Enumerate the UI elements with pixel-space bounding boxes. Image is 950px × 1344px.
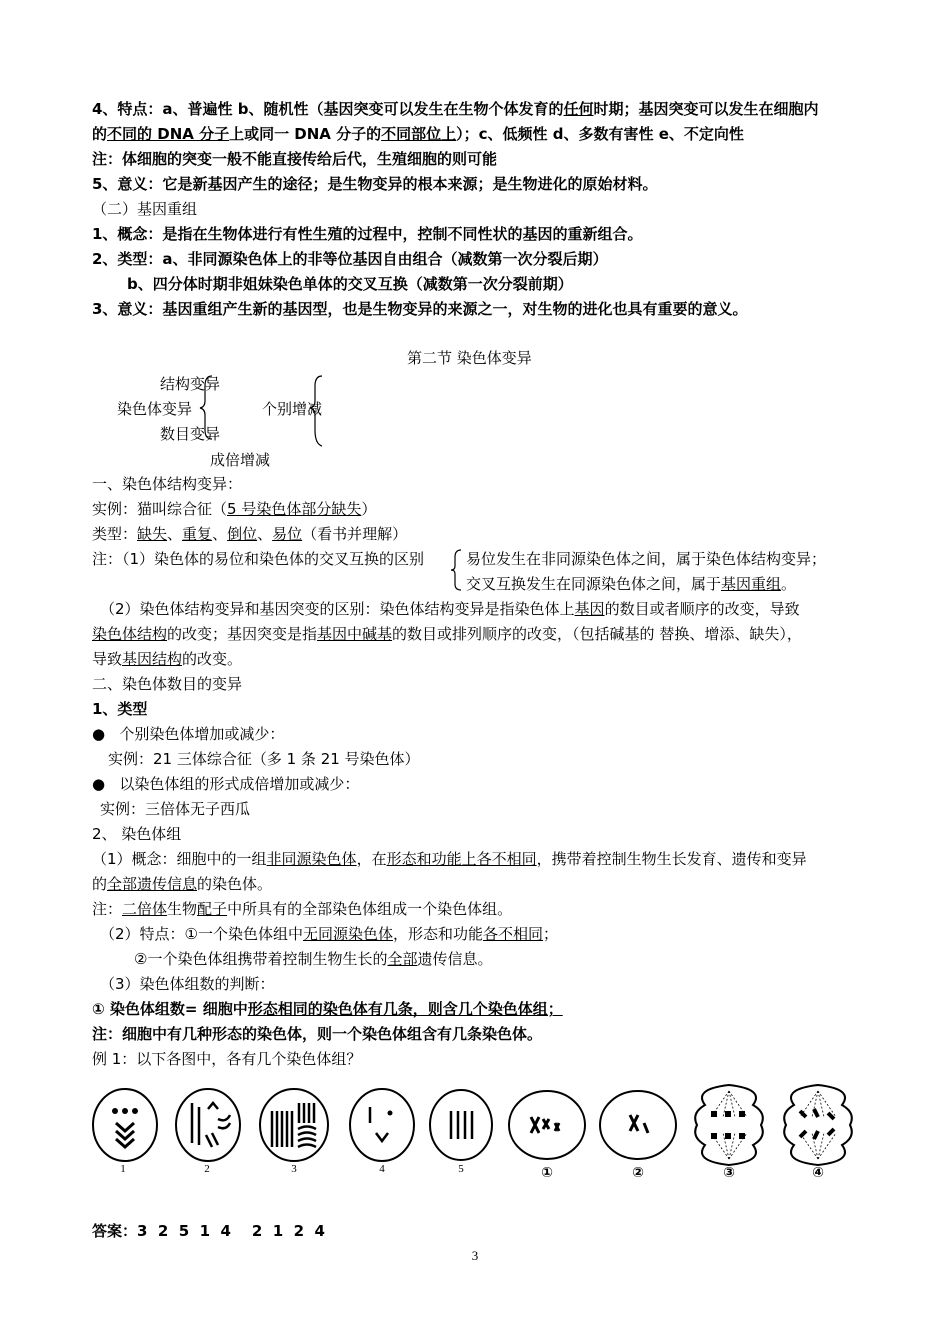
concept-line-2: 的全部遗传信息的染色体。 — [92, 875, 273, 893]
note-1-brace — [450, 548, 464, 592]
note-1-lead: 注：（1）染色体的易位和染色体的交叉互换的区别 — [92, 550, 425, 568]
recombination-type-b: b、四分体时期非姐妹染色单体的交叉互换（减数第一次分裂前期） — [127, 275, 573, 293]
tree-indiv: 个别增减 — [262, 400, 323, 418]
judgement-rule: ① 染色体组数= 细胞中形态相同的染色体有几条，则含几个染色体组； — [92, 1000, 563, 1018]
cell-diagram-2 — [176, 1089, 240, 1161]
page-number: 3 — [471, 1248, 479, 1263]
cell-diagram-5 — [430, 1090, 492, 1160]
bullet-2-example: 实例：三倍体无子西瓜 — [100, 800, 251, 818]
fig-label-circled-4: ④ — [812, 1165, 824, 1181]
type-heading: 1、类型 — [92, 700, 148, 718]
structural-example: 实例：猫叫综合征（5 号染色体部分缺失） — [92, 500, 377, 518]
bullet-2: ● 以染色体组的形式成倍增加或减少： — [92, 775, 360, 793]
note-2-line-2: 染色体结构的改变；基因突变是指基因中碱基的数目或排列顺序的改变，（包括碱基的 替换、增添、缺失）， — [92, 625, 802, 643]
bullet-icon: ● — [92, 775, 106, 793]
note-2-line-1: （2）染色体结构变异和基因突变的区别：染色体结构变异是指染色体上基因的数目或者顺序的改变，导致 — [100, 600, 800, 618]
feature-line-1: 4、特点：a、普遍性 b、随机性（基因突变可以发生在生物个体发育的任何时期；基因突变可以发生在细胞内 — [92, 100, 819, 118]
fig-label-5: 5 — [458, 1163, 464, 1175]
number-variation-heading: 二、染色体数目的变异 — [92, 675, 243, 693]
fig-label-4: 4 — [379, 1163, 385, 1175]
bullet-1-example: 实例：21 三体综合征（多 1 条 21 号染色体） — [108, 750, 420, 768]
judgement-note: 注：细胞中有几种形态的染色体，则一个染色体组含有几条染色体。 — [92, 1025, 543, 1043]
note-1-crossover: 交叉互换发生在同源染色体之间，属于基因重组。 — [466, 575, 797, 593]
tree-number: 数目变异 — [160, 425, 221, 443]
note-1-translocation: 易位发生在非同源染色体之间，属于染色体结构变异； — [466, 550, 827, 568]
bullet-icon: ● — [92, 725, 106, 743]
judgement-heading: （3）染色体组数的判断： — [100, 975, 275, 993]
feature-2: ②一个染色体组携带着控制生物生长的全部遗传信息。 — [134, 950, 493, 968]
fig-label-3: 3 — [291, 1163, 297, 1175]
recombination-type-a: 2、类型：a、非同源染色体上的非等位基因自由组合（减数第一次分裂后期） — [92, 250, 608, 268]
structural-types: 类型：缺失、重复、倒位、易位（看书并理解） — [92, 525, 408, 543]
tree-root: 染色体变异 — [117, 400, 193, 418]
recombination-meaning: 3、意义：基因重组产生新的基因型，也是生物变异的来源之一，对生物的进化也具有重要的意义。 — [92, 300, 748, 318]
cell-diagram-4 — [350, 1089, 414, 1161]
example-question: 例 1：以下各图中，各有几个染色体组？ — [92, 1050, 362, 1068]
answer-line: 答案：3 2 5 1 4 2 1 2 4 — [92, 1222, 325, 1240]
cell-diagram-circled-4 — [784, 1085, 852, 1165]
cell-diagram-3 — [260, 1089, 328, 1161]
feature-line-2: 的不同的 DNA 分子上或同一 DNA 分子的不同部位上）；c、低频性 d、多数有害性 e、不定向性 — [92, 125, 744, 143]
fig-label-1: 1 — [120, 1163, 126, 1175]
concept-note: 注：二倍体生物配子中所具有的全部染色体组成一个染色体组。 — [92, 900, 513, 918]
structural-heading: 一、染色体结构变异： — [92, 475, 243, 493]
note-2-line-3: 导致基因结构的改变。 — [92, 650, 243, 668]
fig-label-circled-1: ① — [541, 1165, 553, 1181]
fig-label-circled-3: ③ — [723, 1165, 735, 1181]
fig-label-2: 2 — [204, 1163, 210, 1175]
cell-diagram-circled-3 — [695, 1085, 763, 1165]
bullet-1: ● 个别染色体增加或减少： — [92, 725, 285, 743]
cell-diagram-circled-2 — [600, 1091, 676, 1159]
cell-diagrams — [85, 1080, 875, 1185]
tree-struct: 结构变异 — [160, 375, 221, 393]
chromosome-set-heading: 2、 染色体组 — [92, 825, 182, 843]
somatic-note: 注：体细胞的突变一般不能直接传给后代，生殖细胞的则可能 — [92, 150, 498, 168]
heading-gene-recombination: （二）基因重组 — [92, 200, 198, 218]
concept-line-1: （1）概念：细胞中的一组非同源染色体，在形态和功能上各不相同，携带着控制生物生长发育、遗传和变异 — [92, 850, 807, 868]
fig-label-circled-2: ② — [632, 1165, 644, 1181]
recombination-concept: 1、概念：是指在生物体进行有性生殖的过程中，控制不同性状的基因的重新组合。 — [92, 225, 643, 243]
section-title: 第二节 染色体变异 — [407, 349, 532, 367]
tree-multi: 成倍增减 — [210, 451, 271, 469]
cell-diagram-circled-1 — [509, 1091, 585, 1159]
cell-diagram-1 — [93, 1089, 157, 1161]
significance-line: 5、意义：它是新基因产生的途径；是生物变异的根本来源；是生物进化的原始材料。 — [92, 175, 658, 193]
feature-1: （2）特点：①一个染色体组中无同源染色体，形态和功能各不相同； — [100, 925, 559, 943]
tree-braces — [198, 368, 338, 450]
